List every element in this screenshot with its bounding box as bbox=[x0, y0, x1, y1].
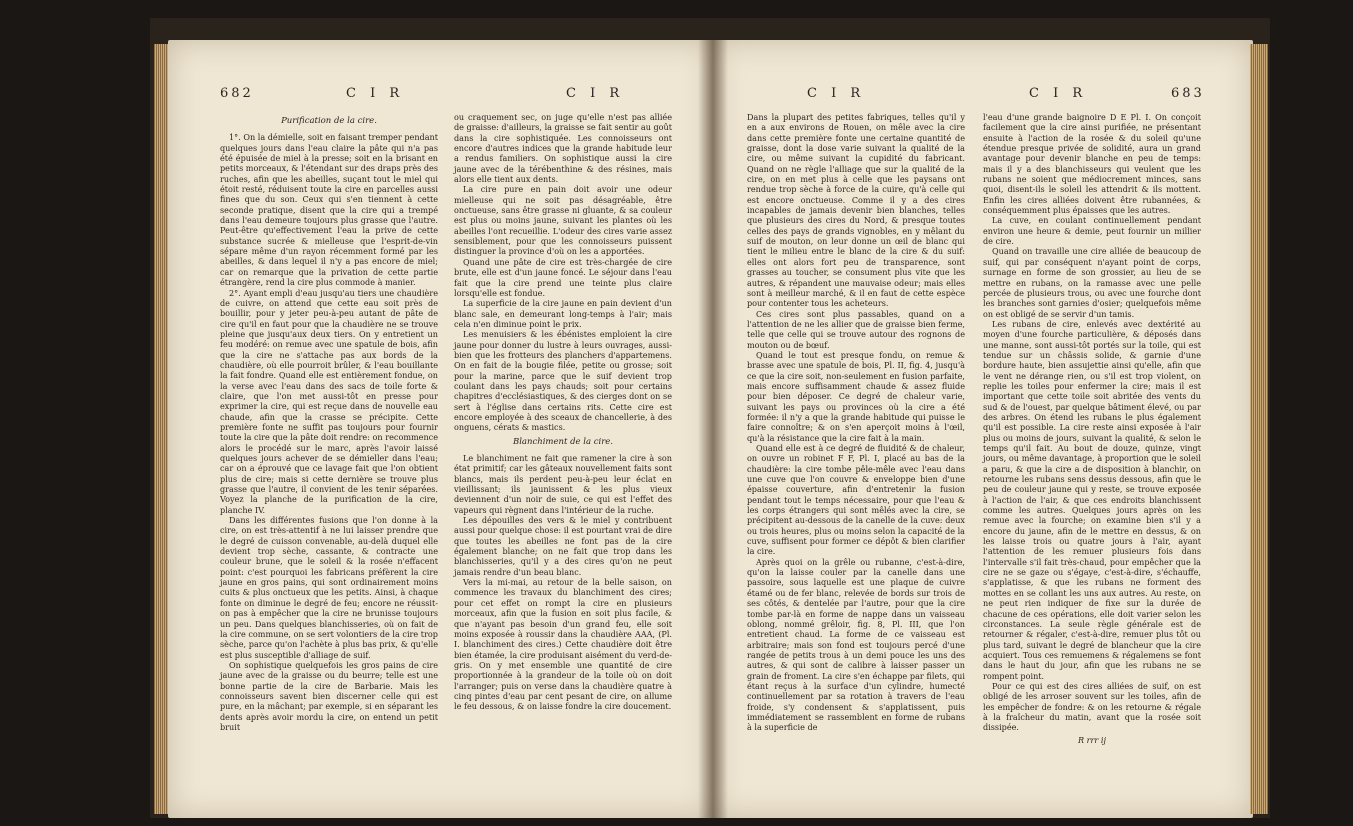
paragraph: La superficie de la cire jaune en pain devient d'un blanc sale, en demeurant long-temps à l'air; mais cela n'en diminue point le prix. bbox=[454, 298, 672, 329]
page-edges-left bbox=[154, 44, 168, 814]
right-page bbox=[713, 40, 1253, 818]
paragraph: Après quoi on la grêle ou rubanne, c'est-à-dire, qu'on la laisse couler par la canelle dans une passoire, sous laquelle est une plaque de cuivre étamé ou de fer blanc, relevée de bords sur trois de ses côtés, & dentelée par l'autre, pour que la cire tombe par-là en forme de nappe dans un vaisseau oblong, nommé grêloir, fig. 8, Pl. III, que l'on entretient chaud. La forme de ce vaisseau est arbitraire; mais son fond est toujours percé d'une rangée de petits trous à un demi pouce les uns des autres, & qui sont de calibre à laisser passer un grain de froment. La cire s'en échappe par filets, qui étant reçus à la surface d'un cylindre, humecté continuellement par sa rotation à travers de l'eau froide, s'y condensent & s'applatissent, puis immédiatement se rassemblent en forme de rubans à la superficie de bbox=[747, 556, 965, 733]
running-head-word: C I R bbox=[1029, 86, 1088, 101]
left-page bbox=[168, 40, 713, 818]
running-head-left bbox=[168, 86, 713, 106]
page-number: 682 bbox=[220, 86, 254, 101]
paragraph: Quand elle est à ce degré de fluidité & de chaleur, on ouvre un robinet F F, Pl. I, placé au bas de la chaudière: la cire tombe pêle-mêle avec l'eau dans une cuve que l'on couvre & enveloppe bien d'une épaisse couverture, afin d'entretenir la fusion pendant tout le temps nécessaire, pour que l'eau & les corps étrangers qui sont mêlés avec la cire, se précipitent au-dessous de la canelle de la cuve: deux ou trois heures, plus ou moins selon la capacité de la cuve, suffisent pour former ce dépôt & bien clarifier la cire. bbox=[747, 443, 965, 557]
paragraph: La cire pure en pain doit avoir une odeur mielleuse qui ne soit pas désagréable, être onctueuse, sans être grasse ni gluante, & sa couleur est plus ou moins jaune, suivant les plantes où les abeilles l'ont recueillie. L'odeur des cires varie assez sensiblement, pour que les connoisseurs puissent distinguer la province d'où on les a apportées. bbox=[454, 184, 672, 257]
running-head-right bbox=[713, 86, 1253, 106]
paragraph: 1°. On la démielle, soit en faisant tremper pendant quelques jours dans l'eau claire la pâte qui n'a pas été épuisée de miel à la presse; soit en la brisant en petits morceaux, & l'étendant sur des draps près des ruches, afin que les abeilles, suçant tout le miel qui étoit resté, réduisent toute la cire en parcelles aussi fines que du son. Ceux qui s'en tiennent à cette seconde pratique, disent que la cire qui a trempé dans l'eau demeure toujours plus grasse que l'autre. Peut-être qu'effectivement l'eau la prive de cette substance sucrée & mielleuse que l'esprit-de-vin sépare même d'un rayon récemment formé par les abeilles, & dans lequel il n'y a pas encore de miel; car on remarque que la privation de cette partie étrangère, rend la cire plus commode à manier. bbox=[220, 132, 438, 288]
paragraph: Dans la plupart des petites fabriques, telles qu'il y en a aux environs de Rouen, on mêle avec la cire dans cette première fonte une certaine quantité de graisse, dont la dose varie suivant la qualité de la cire, ou même suivant la cupidité du fabricant. Quand on ne règle l'alliage que sur la qualité de la cire, on en met plus à celle que les paysans ont rendue trop sèche à force de la cuire, qu'à celle qui est encore onctueuse. Comme il y a des cires incapables de jamais devenir bien blanches, telles que plusieurs des cires du Nord, & presque toutes celles des pays de grands vignobles, en y mêlant du suif de mouton, on leur donne un œil de blanc qui tient le milieu entre le blanc de la cire & du suif: elles ont alors fort peu de transparence, sont grasses au toucher, se consument plus vite que les autres, & répandent une mauvaise odeur; mais elles sont à meilleur marché, & il en faut de cette espèce pour contenter tous les acheteurs. bbox=[747, 112, 965, 309]
paragraph: Quand une pâte de cire est très-chargée de cire brute, elle est d'un jaune foncé. Le séjour dans l'eau fait que la cire prend une teinte plus claire lorsqu'elle est fondue. bbox=[454, 256, 672, 298]
paragraph: Quand on travaille une cire alliée de beaucoup de suif, qui par conséquent n'ayant point de corps, surnage en forme de son grossier, au lieu de se mettre en rubans, on la ramasse avec une pelle percée de plusieurs trous, ou avec une fourche dont les branches sont garnies d'osier; quelquefois même on est obligé de se servir d'un tamis. bbox=[983, 246, 1201, 319]
text-column-4 bbox=[983, 112, 1201, 745]
paragraph: Les dépouilles des vers & le miel y contribuent aussi pour quelque chose: il est pourtant vrai de dire que toutes les abeilles ne font pas de la cire également blanche; on ne fait que trop dans les blanchisseries, qu'il y a des cires qu'on ne peut jamais rendre d'un beau blanc. bbox=[454, 515, 672, 577]
running-head-word: C I R bbox=[346, 86, 405, 101]
text-column-2 bbox=[454, 112, 672, 712]
page-number: 683 bbox=[1171, 86, 1205, 101]
paragraph: Pour ce qui est des cires alliées de suif, on est obligé de les arroser souvent sur les toiles, afin de les empêcher de fondre: & on les retourne & régale à la fraîcheur du matin, avant que la rosée soit dissipée. bbox=[983, 680, 1201, 733]
paragraph: On sophistique quelquefois les gros pains de cire jaune avec de la graisse ou du beurre; telle est une bonne partie de la cire de Barbarie. Mais les connoisseurs savent bien discerner celle qui est pure, en la mâchant; par exemple, si en séparant les dents après avoir mordu la cire, on entend un petit bruit bbox=[220, 659, 438, 732]
paragraph: Le blanchiment ne fait que ramener la cire à son état primitif; car les gâteaux nouvellement faits sont blancs, mais ils perdent peu-à-peu leur éclat en vieillissant; ils jaunissent & les plus vieux deviennent d'un noir de suie, ce qui est l'effet des vapeurs qui règnent dans l'intérieur de la ruche. bbox=[454, 453, 672, 515]
running-head-word: C I R bbox=[807, 86, 866, 101]
section-heading: Purification de la cire. bbox=[281, 116, 377, 126]
paragraph: Quand le tout est presque fondu, on remue & brasse avec une spatule de bois, Pl. II, fig. 4, jusqu'à ce que la cire soit, non-seulement en fusion parfaite, mais encore suffisamment chaude & assez fluide pour bien déposer. Ce degré de chaleur varie, suivant les pays ou provinces où la cire a été formée: il n'y a que la grande habitude qui puisse le faire connoître; & on s'en aperçoit moins à l'œil, qu'à la résistance que la cire fait à la main. bbox=[747, 349, 965, 443]
signature-mark: R rrr ij bbox=[1078, 734, 1106, 745]
paragraph: ou craquement sec, on juge qu'elle n'est pas alliée de graisse: d'ailleurs, la graisse se fait sentir au goût dans la cire sophistiquée. Les connoisseurs ont encore d'autres indices que la grande habitude leur a rendus familiers. On sophistique aussi la cire jaune avec de la térébenthine & des résines, mais alors elle tient aux dents. bbox=[454, 112, 673, 185]
paragraph: Dans les différentes fusions que l'on donne à la cire, on est très-attentif à ne lui laisser prendre que le degré de cuisson convenable, au-delà duquel elle devient trop sèche, cassante, & contracte une couleur brune, que le soleil & la rosée n'effacent point: c'est pourquoi les fabricans préfèrent la cire jaune en gros pains, qui sont ordinairement moins cuits & plus onctueux que les petits. Ainsi, à chaque fonte on diminue le degré de feu; encore ne réussit-on pas à empêcher que la cire ne brunisse toujours un peu. Dans quelques blanchisseries, où on fait de la cire commune, on se sert volontiers de la cire trop sèche, parce qu'on l'achète à plus bas prix, & qu'elle est plus susceptible d'alliage de suif. bbox=[220, 515, 438, 660]
paragraph: 2°. Ayant empli d'eau jusqu'au tiers une chaudière de cuivre, on attend que cette eau soit près de bouillir, pour y jeter peu-à-peu autant de pâte de cire qu'il en faut pour que la chaudière ne se trouve pleine que jusqu'aux deux tiers. On y entretient un feu modéré: on remue avec une spatule de bois, afin que la cire ne s'attache pas aux bords de la chaudière, où elle pourroit brûler, & l'eau bouillante la fait fondre. Quand elle est entièrement fondue, on la verse avec l'eau dans des sacs de toile forte & claire, que l'on met aussi-tôt en presse pour exprimer la cire, qui est reçue dans de nouvelle eau chaude, afin que la crasse se précipite. Cette première fonte ne suffit pas toujours pour fournir toute la cire que la pâte doit rendre: on recommence alors le procédé sur le marc, après l'avoir laissé quelques jours achever de se démieller dans l'eau; car on a éprouvé que ce lavage fait que l'on obtient plus de cire; mais si cette dernière se trouve plus grasse que l'autre, il convient de les tenir séparées. Voyez la planche de la purification de la cire, planche IV. bbox=[220, 287, 438, 515]
text-column-3 bbox=[747, 112, 965, 733]
paragraph: Les rubans de cire, enlevés avec dextérité au moyen d'une fourche particulière, & déposés dans une manne, sont aussi-tôt portés sur la toile, qui est tendue sur un châssis solide, & garnie d'une bordure haute, bien assujettie ainsi qu'elle, afin que le vent ne dérange rien, ou s'il est trop violent, on replie les toiles pour enfermer la cire; mais il est important que cette toile soit abritée des vents du sud & de l'ouest, par quelque bâtiment élevé, ou par des arbres. On étend les rubans le plus également qu'il est possible. La cire reste ainsi exposée à l'air plus ou moins de jours, suivant la qualité, & selon le temps qu'il fait. Au bout de douze, quinze, vingt jours, ou même davantage, à proportion que le soleil a paru, & que la cire a de disposition à blanchir, on retourne les rubans sens dessus dessous, afin que le peu de couleur jaune qui y reste, se trouve exposée à l'action de l'air, & que ces endroits blanchissent comme les autres. Quelques jours après on les remue avec la fourche; on examine bien s'il y a encore du jaune, afin de le mettre en dessus, & on les laisse trois ou quatre jours à l'air, ayant l'attention de les remuer plusieurs fois dans l'intervalle s'il fait très-chaud, pour empêcher que la cire ne se gaze ou s'égaye, c'est-à-dire, s'échauffe, s'applatisse, & que les rubans ne forment des mottes en se collant les uns aux autres. Au reste, on ne peut rien indiquer de fixe sur la durée de chacune de ces opérations, elle doit varier selon les circonstances. La seule règle générale est de retourner & régaler, c'est-à-dire, remuer plus tôt ou plus tard, suivant le degré de blancheur que la cire acquiert. Tous ces remuemens & régalemens se font dans le haut du jour, afin que les rubans ne se rompent point. bbox=[983, 318, 1201, 681]
paragraph: La cuve, en coulant continuellement pendant environ une heure & demie, peut fournir un millier de cire. bbox=[983, 215, 1201, 247]
paragraph: Ces cires sont plus passables, quand on a l'attention de ne les allier que de graisse bien ferme, telle que celle qui se trouve autour des rognons de mouton ou de bœuf. bbox=[747, 308, 965, 350]
paragraph: l'eau d'une grande baignoire D E Pl. I. On conçoit facilement que la cire ainsi purifiée, ne présentant ensuite à l'action de la rosée & du soleil qu'une étendue presque privée de solidité, aura un grand avantage pour devenir blanche en peu de temps: mais il y a des blanchisseurs qui veulent que les rubans ne soient que médiocrement minces, sans quoi, disent-ils le soleil les attendrit & ils mottent. Enfin les cires alliées doivent être rubannées, & conséquemment plus épaisses que les autres. bbox=[983, 112, 1201, 216]
section-heading: Blanchiment de la cire. bbox=[512, 436, 614, 447]
paragraph: Vers la mi-mai, au retour de la belle saison, on commence les travaux du blanchiment des cires; pour cet effet on rompt la cire en plusieurs morceaux, afin que la fusion en soit plus facile, & que n'ayant pas besoin d'un grand feu, elle soit moins exposée à roussir dans la chaudière AAA, (Pl. I. blanchiment des cires.) Cette chaudière doit être bien étamée, la cire produisant aisément du verd-de-gris. On y met ensemble une quantité de cire proportionnée à la grandeur de la toile où on doit l'arranger; puis on verse dans la chaudière quatre à cinq pintes d'eau par cent pesant de cire, on allume le feu dessous, & on laisse fondre la cire doucement. bbox=[454, 577, 672, 712]
text-column-1 bbox=[220, 112, 438, 732]
book-gutter bbox=[698, 40, 728, 818]
paragraph: Les menuisiers & les ébénistes emploient la cire jaune pour donner du lustre à leurs ouvrages, aussi-bien que les frotteurs des planchers d'appartemens. On en fait de la bougie filée, petite ou grosse; soit pour la marine, parce que le suif devient trop coulant dans les pays chauds; soit pour certains chapitres d'ecclésiastiques, & des cierges dont on se sert à l'église dans certains rits. Cette cire est encore employée à des sceaux de chancellerie, à des onguens, cérats & mastics. bbox=[454, 329, 672, 433]
page-edges-right bbox=[1250, 44, 1268, 814]
open-book bbox=[150, 18, 1270, 818]
running-head-word: C I R bbox=[566, 86, 625, 101]
